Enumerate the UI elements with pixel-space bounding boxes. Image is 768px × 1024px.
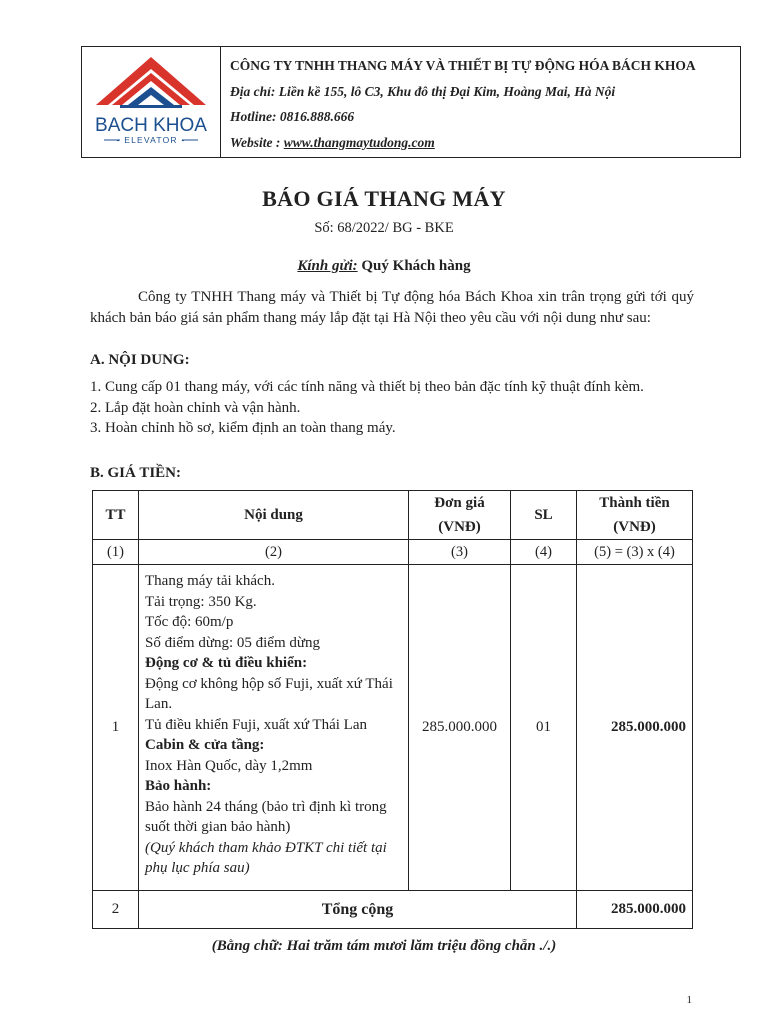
document-number: Số: 68/2022/ BG - BKE bbox=[314, 220, 454, 236]
grand-total-value: 285.000.000 bbox=[577, 891, 693, 929]
index-cell: (4) bbox=[511, 540, 577, 565]
list-item: 3. Hoàn chỉnh hồ sơ, kiểm định an toàn thang máy. bbox=[90, 420, 396, 436]
section-b-heading: B. GIÁ TIỀN: bbox=[90, 465, 181, 481]
row1-unit-price: 285.000.000 bbox=[409, 565, 511, 891]
greeting-label: Kính gửi: bbox=[297, 258, 358, 274]
row1-tt: 1 bbox=[93, 565, 139, 891]
greeting bbox=[0, 258, 768, 275]
intro-paragraph: Công ty TNHH Thang máy và Thiết bị Tự động hóa Bách Khoa xin trân trọng gửi tới quý khách bản báo giá sản phẩm thang máy lắp đặt tại Hà Nội theo yêu cầu với nội dung như sau: bbox=[90, 289, 694, 326]
index-cell: (5) = (3) x (4) bbox=[577, 540, 693, 565]
table-total-row bbox=[93, 891, 693, 929]
website-link[interactable]: www.thangmaytudong.com bbox=[283, 134, 435, 150]
website-label: Website : bbox=[230, 134, 284, 150]
logo-brand-text: BACH KHOA bbox=[95, 115, 207, 136]
table-index-row bbox=[93, 540, 693, 565]
grand-total-label: Tổng cộng bbox=[139, 891, 577, 929]
row2-tt: 2 bbox=[93, 891, 139, 929]
letterhead bbox=[81, 46, 741, 158]
section-a-list bbox=[90, 377, 694, 439]
list-item: 2. Lắp đặt hoàn chỉnh và vận hành. bbox=[90, 399, 301, 416]
bach-khoa-logo-icon bbox=[90, 53, 212, 151]
amount-in-words: (Bằng chữ: Hai trăm tám mươi lăm triệu đồng chẵn ./.) bbox=[211, 938, 557, 954]
greeting-recipient: Quý Khách hàng bbox=[357, 258, 471, 274]
company-logo bbox=[90, 53, 212, 151]
col-header-content: Nội dung bbox=[139, 491, 409, 540]
table-header-row bbox=[93, 491, 693, 540]
index-cell: (2) bbox=[139, 540, 409, 565]
header-divider bbox=[220, 47, 221, 157]
col-header-unit-price: Đơn giá (VNĐ) bbox=[409, 491, 511, 540]
price-table bbox=[92, 490, 693, 929]
list-item: 1. Cung cấp 01 thang máy, với các tính năng và thiết bị theo bản đặc tính kỹ thuật đính kèm. bbox=[90, 379, 644, 395]
table-row bbox=[93, 565, 693, 891]
index-cell: (3) bbox=[409, 540, 511, 565]
company-hotline: Hotline: 0816.888.666 bbox=[230, 109, 355, 124]
col-header-tt: TT bbox=[93, 491, 139, 540]
document-title: BÁO GIÁ THANG MÁY bbox=[262, 186, 506, 211]
company-website bbox=[230, 130, 738, 156]
row1-description: Thang máy tải khách. Tải trọng: 350 Kg. Tốc độ: 60m/p Số điểm dừng: 05 điểm dừng Động cơ & tủ điều khiển: Động cơ không hộp số Fuji, xuất xứ Thái Lan. Tủ điều khiển Fuji, xuất xứ Thái Lan Cabin & cửa tầng: Inox Hàn Quốc, dày 1,2mm Bảo hành: Bảo hành 24 tháng (bảo trì định kì trong suốt thời gian bảo hành) (Quý khách tham khảo ĐTKT chi tiết tại phụ lục phía sau) bbox=[139, 565, 409, 891]
company-address: Địa chỉ: Liền kề 155, lô C3, Khu đô thị Đại Kim, Hoàng Mai, Hà Nội bbox=[230, 83, 616, 99]
index-cell: (1) bbox=[93, 540, 139, 565]
col-header-total: Thành tiền (VNĐ) bbox=[577, 491, 693, 540]
logo-sub-text: - ELEVATOR - bbox=[116, 135, 186, 145]
page-number: 1 bbox=[686, 994, 692, 1006]
company-name: CÔNG TY TNHH THANG MÁY VÀ THIẾT BỊ TỰ ĐỘNG HÓA BÁCH KHOA bbox=[230, 58, 696, 73]
row1-total: 285.000.000 bbox=[577, 565, 693, 891]
col-header-qty: SL bbox=[511, 491, 577, 540]
row1-qty: 01 bbox=[511, 565, 577, 891]
section-a-heading: A. NỘI DUNG: bbox=[90, 352, 190, 368]
